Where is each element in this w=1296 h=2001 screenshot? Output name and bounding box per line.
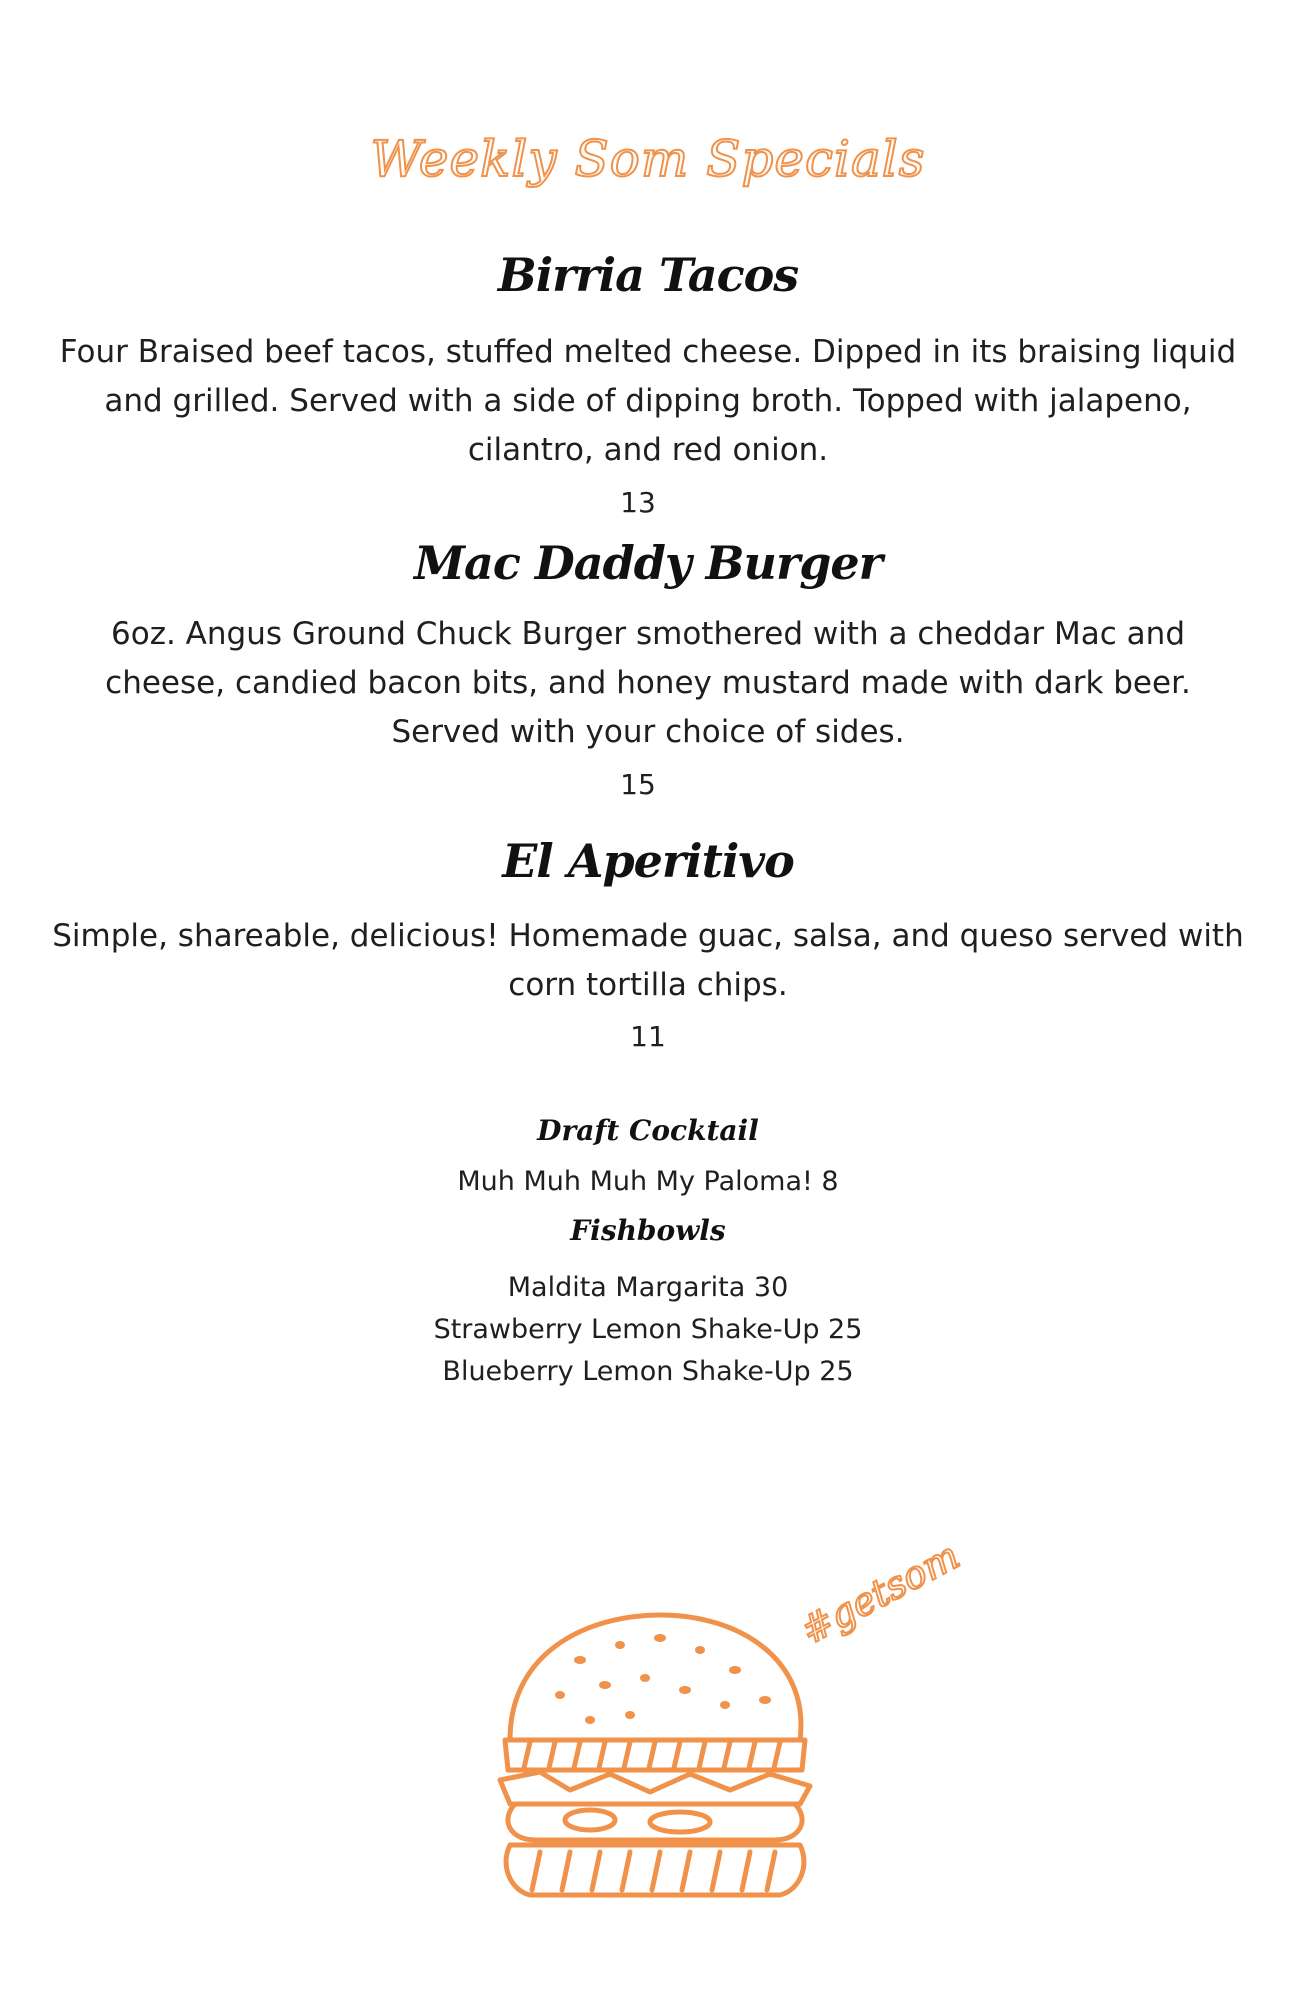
item-title-birria-tacos: Birria Tacos [497, 248, 799, 302]
logo [480, 1533, 967, 1920]
draft-cocktail-heading: Draft Cocktail [537, 1114, 759, 1147]
item-description-birria-tacos: Four Braised beef tacos, stuffed melted cheese. Dipped in its braising liquid and grilled. Served with a side of dipping broth. Topped with jalapeno, cilantro, and red onion. [59, 334, 1237, 468]
fishbowl-item: Blueberry Lemon Shake-Up 25 [442, 1356, 854, 1387]
draft-cocktail-item: Muh Muh Muh My Paloma! 8 [457, 1166, 839, 1197]
item-price-birria-tacos: 13 [620, 486, 656, 519]
item-title-el-aperitivo: El Aperitivo [502, 834, 794, 888]
fishbowl-item: Strawberry Lemon Shake-Up 25 [433, 1314, 863, 1345]
item-description-mac-daddy-burger: 6oz. Angus Ground Chuck Burger smothered with a cheddar Mac and cheese, candied bacon bits, and honey mustard made with dark beer. Served with your choice of sides. [105, 616, 1191, 750]
hashtag-text: #getsom [793, 1533, 967, 1653]
item-price-mac-daddy-burger: 15 [620, 768, 656, 801]
page-title: Weekly Som Specials [370, 130, 926, 188]
fishbowls-heading: Fishbowls [570, 1214, 726, 1247]
burger-icon [480, 1533, 967, 1920]
item-description-el-aperitivo: Simple, shareable, delicious! Homemade guac, salsa, and queso served with corn tortilla chips. [52, 918, 1244, 1003]
item-title-mac-daddy-burger: Mac Daddy Burger [414, 536, 882, 590]
fishbowl-item: Maldita Margarita 30 [507, 1272, 789, 1303]
item-price-el-aperitivo: 11 [630, 1020, 666, 1053]
